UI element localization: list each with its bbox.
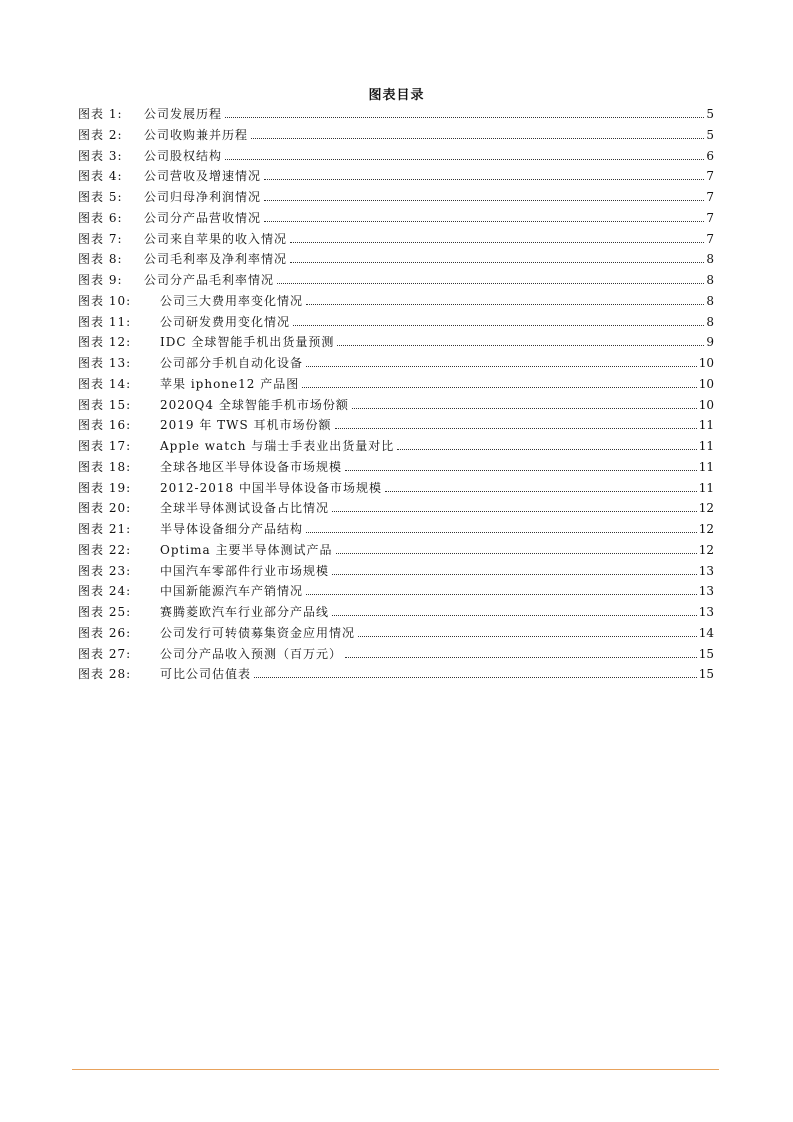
toc-entry[interactable] [78, 209, 714, 230]
toc-list [78, 105, 714, 686]
toc-entry[interactable] [78, 479, 714, 500]
toc-dot-leader [306, 594, 697, 595]
toc-entry-text: 苹果 iphone12 产品图 [160, 376, 300, 391]
toc-entry-text: 中国新能源汽车产销情况 [160, 584, 304, 599]
toc-entry-text: 全球各地区半导体设备市场规模 [160, 459, 343, 474]
toc-entry[interactable] [78, 396, 714, 417]
toc-entry-label: 图表 26: [78, 625, 132, 640]
toc-entry-text: 公司研发费用变化情况 [160, 314, 291, 329]
toc-entry[interactable] [78, 624, 714, 645]
toc-entry[interactable] [78, 105, 714, 126]
toc-entry-page: 12 [698, 501, 714, 516]
toc-entry-label: 图表 6: [78, 210, 123, 225]
toc-entry-label: 图表 10: [78, 293, 132, 308]
toc-entry-text: 2012-2018 中国半导体设备市场规模 [160, 480, 382, 495]
toc-dot-leader [306, 304, 704, 305]
toc-entry-page: 11 [698, 459, 714, 474]
toc-entry-page: 6 [706, 148, 714, 163]
toc-dot-leader [251, 138, 704, 139]
toc-entry-text: 公司发展历程 [144, 107, 223, 121]
toc-entry-page: 8 [706, 252, 714, 267]
toc-entry-page: 7 [706, 169, 714, 184]
toc-entry-label: 图表 5: [78, 190, 123, 204]
toc-entry-page: 8 [706, 293, 714, 308]
toc-entry[interactable] [78, 313, 714, 334]
toc-entry-page: 15 [698, 646, 714, 661]
toc-entry[interactable] [78, 354, 714, 375]
toc-entry[interactable] [78, 665, 714, 686]
toc-entry-page: 10 [698, 397, 714, 412]
toc-entry-page: 5 [706, 127, 714, 142]
toc-entry-page: 12 [698, 542, 714, 557]
toc-entry-label: 图表 18: [78, 459, 132, 474]
toc-entry[interactable] [78, 541, 714, 562]
toc-dot-leader [293, 325, 704, 326]
toc-entry-label: 图表 4: [78, 169, 123, 184]
toc-entry-label: 图表 8: [78, 252, 123, 267]
toc-entry-label: 图表 1: [78, 107, 123, 121]
toc-entry-text: Optima 主要半导体测试产品 [160, 542, 333, 557]
toc-entry[interactable] [78, 603, 714, 624]
toc-entry[interactable] [78, 126, 714, 147]
toc-dot-leader [332, 574, 697, 575]
toc-entry[interactable] [78, 230, 714, 251]
toc-entry-page: 8 [706, 314, 714, 329]
toc-entry-page: 13 [698, 563, 714, 578]
toc-entry-text: 赛腾菱欧汽车行业部分产品线 [160, 605, 330, 619]
toc-entry[interactable] [78, 147, 714, 168]
toc-entry-label: 图表 13: [78, 356, 132, 370]
toc-entry-text: 中国汽车零部件行业市场规模 [160, 563, 330, 578]
toc-entry-page: 7 [706, 210, 714, 225]
toc-dot-leader [397, 449, 696, 450]
toc-entry-label: 图表 21: [78, 522, 132, 536]
toc-entry-text: 公司营收及增速情况 [144, 169, 262, 184]
toc-entry[interactable] [78, 250, 714, 271]
toc-dot-leader [225, 117, 704, 118]
toc-entry-page: 14 [698, 625, 714, 640]
toc-entry-text: 公司来自苹果的收入情况 [144, 231, 288, 246]
toc-dot-leader [345, 470, 697, 471]
toc-entry-text: Apple watch 与瑞士手表业出货量对比 [160, 439, 395, 453]
toc-entry-page: 15 [698, 667, 714, 682]
toc-dot-leader [385, 491, 697, 492]
toc-entry-page: 10 [698, 376, 714, 391]
toc-entry-text: 公司分产品收入预测（百万元） [160, 646, 343, 661]
toc-entry-page: 11 [698, 439, 714, 453]
toc-entry-label: 图表 22: [78, 542, 132, 557]
toc-entry-page: 5 [706, 107, 714, 121]
toc-entry[interactable] [78, 333, 714, 354]
toc-entry-label: 图表 11: [78, 314, 132, 329]
toc-entry[interactable] [78, 375, 714, 396]
toc-entry[interactable] [78, 562, 714, 583]
toc-entry-label: 图表 15: [78, 397, 132, 412]
toc-entry-text: 可比公司估值表 [160, 667, 252, 682]
toc-entry-text: 公司部分手机自动化设备 [160, 356, 304, 370]
toc-entry-page: 10 [698, 356, 714, 370]
toc-entry-label: 图表 17: [78, 439, 132, 453]
toc-dot-leader [336, 553, 697, 554]
toc-dot-leader [306, 366, 697, 367]
toc-dot-leader [337, 345, 704, 346]
toc-dot-leader [290, 262, 704, 263]
toc-entry-text: 公司股权结构 [144, 148, 223, 163]
toc-title: 图表目录 [368, 88, 425, 103]
toc-entry-label: 图表 9: [78, 273, 123, 287]
toc-entry-label: 图表 27: [78, 646, 132, 661]
toc-entry-page: 13 [698, 584, 714, 599]
toc-entry-label: 图表 14: [78, 376, 132, 391]
toc-entry-label: 图表 7: [78, 231, 123, 246]
toc-entry-text: 2019 年 TWS 耳机市场份额 [160, 418, 332, 433]
toc-entry[interactable] [78, 499, 714, 520]
toc-entry[interactable] [78, 416, 714, 437]
toc-entry-label: 图表 16: [78, 418, 132, 433]
toc-entry-text: 全球半导体测试设备占比情况 [160, 501, 330, 516]
toc-entry-text: IDC 全球智能手机出货量预测 [160, 335, 335, 350]
toc-dot-leader [290, 242, 704, 243]
toc-entry-page: 9 [706, 335, 714, 350]
toc-entry-text: 公司分产品营收情况 [144, 210, 262, 225]
toc-entry-page: 11 [698, 480, 714, 495]
toc-dot-leader [306, 532, 697, 533]
toc-entry-label: 图表 3: [78, 148, 123, 163]
toc-entry-text: 公司发行可转债募集资金应用情况 [160, 625, 356, 640]
footer-divider [72, 1069, 719, 1070]
toc-entry-page: 8 [706, 273, 714, 287]
toc-dot-leader [254, 677, 697, 678]
toc-dot-leader [264, 179, 704, 180]
toc-dot-leader [302, 387, 697, 388]
toc-entry-label: 图表 28: [78, 667, 132, 682]
toc-entry-text: 公司三大费用率变化情况 [160, 293, 304, 308]
toc-dot-leader [332, 511, 697, 512]
toc-entry[interactable] [78, 437, 714, 458]
toc-dot-leader [358, 636, 697, 637]
toc-entry-label: 图表 2: [78, 127, 123, 142]
toc-dot-leader [352, 408, 697, 409]
toc-dot-leader [225, 159, 704, 160]
toc-entry-page: 13 [698, 605, 714, 619]
toc-entry-label: 图表 25: [78, 605, 132, 619]
toc-dot-leader [264, 200, 704, 201]
toc-entry-text: 2020Q4 全球智能手机市场份额 [160, 397, 349, 412]
toc-entry-text: 半导体设备细分产品结构 [160, 522, 304, 536]
toc-entry-page: 11 [698, 418, 714, 433]
toc-entry-label: 图表 24: [78, 584, 132, 599]
toc-dot-leader [264, 221, 704, 222]
toc-entry[interactable] [78, 645, 714, 666]
toc-entry[interactable] [78, 458, 714, 479]
toc-entry-text: 公司归母净利润情况 [144, 190, 262, 204]
toc-dot-leader [345, 657, 697, 658]
toc-entry[interactable] [78, 167, 714, 188]
toc-entry[interactable] [78, 292, 714, 313]
toc-entry-text: 公司收购兼并历程 [144, 127, 249, 142]
toc-entry-text: 公司毛利率及净利率情况 [144, 252, 288, 267]
toc-entry-page: 7 [706, 231, 714, 246]
toc-entry-text: 公司分产品毛利率情况 [144, 273, 275, 287]
toc-entry-page: 12 [698, 522, 714, 536]
toc-entry-label: 图表 23: [78, 563, 132, 578]
toc-entry-label: 图表 20: [78, 501, 132, 516]
toc-entry-page: 7 [706, 190, 714, 204]
toc-dot-leader [335, 428, 697, 429]
toc-dot-leader [332, 615, 697, 616]
toc-entry[interactable] [78, 520, 714, 541]
toc-entry[interactable] [78, 582, 714, 603]
toc-entry-label: 图表 19: [78, 480, 132, 495]
toc-entry[interactable] [78, 188, 714, 209]
toc-entry[interactable] [78, 271, 714, 292]
toc-dot-leader [277, 283, 704, 284]
toc-entry-label: 图表 12: [78, 335, 132, 350]
